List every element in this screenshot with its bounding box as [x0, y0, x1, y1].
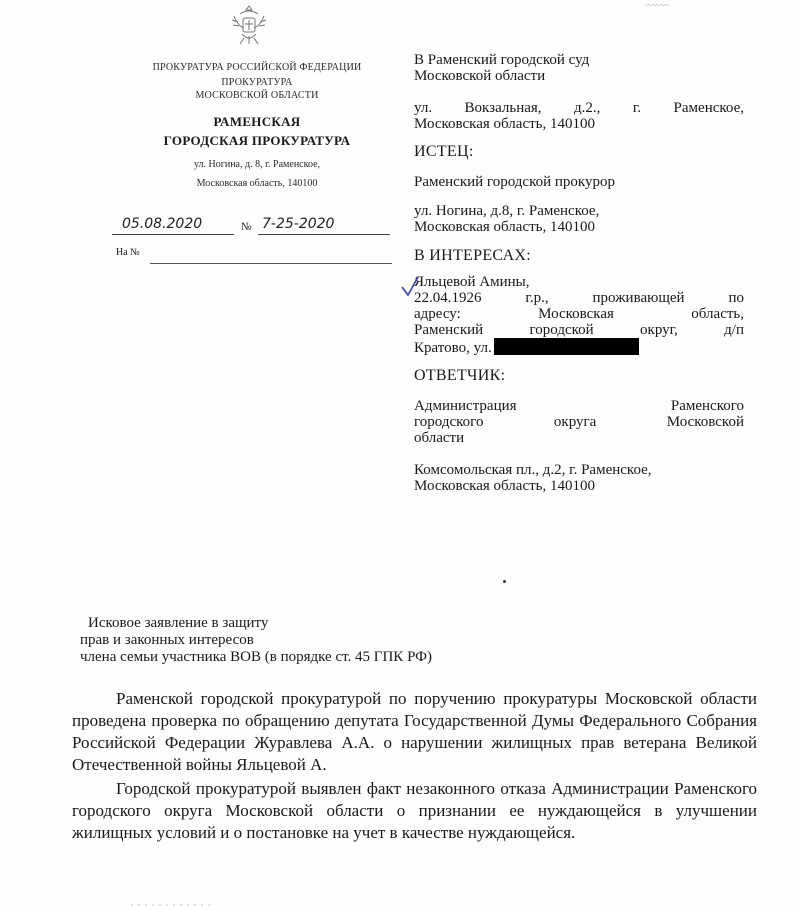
court-line: Московской области — [414, 68, 546, 84]
defendant-name — [414, 398, 744, 446]
addressee-block — [414, 52, 744, 494]
plaintiff-address-line: Московская область, 140100 — [414, 219, 595, 235]
cut-off-next-line: · · · · · · · · · · · · — [130, 898, 211, 906]
defendant-line: городского округа Московской — [414, 414, 744, 430]
court-address-line: Московская область, 140100 — [414, 116, 595, 132]
defendant-address-line: Московская область, 140100 — [414, 478, 595, 494]
interest-line: 22.04.1926 г.р., проживающей по — [414, 290, 744, 306]
reply-to-reference — [116, 247, 392, 265]
title-line: Исковое заявление в защиту — [88, 615, 269, 631]
interest-label: В ИНТЕРЕСАХ: — [414, 247, 532, 264]
defendant-address — [414, 462, 744, 494]
org-line: ПРОКУРАТУРА — [221, 77, 293, 88]
number-underline — [258, 234, 390, 235]
department-name: ГОРОДСКАЯ ПРОКУРАТУРА — [163, 133, 351, 148]
date-underline — [112, 234, 234, 235]
reply-to-label: На № — [116, 247, 140, 258]
body-paragraph: Городской прокуратурой выявлен факт незаконного отказа Администрации Раменского городского округа Московской области о признании ее нуждающейся в улучшении жилищных условий и о постановке на учет в качестве нуждающейся. — [72, 779, 757, 842]
court-address — [414, 100, 744, 132]
ink-dot — [503, 580, 506, 583]
letterhead-address: Московская область, 140100 — [196, 178, 318, 189]
defendant-label: ОТВЕТЧИК: — [414, 367, 506, 384]
interest-line: Раменский городской округ, д/п — [414, 322, 744, 338]
plaintiff-label: ИСТЕЦ: — [414, 143, 474, 160]
redaction-bar — [494, 338, 639, 355]
title-line: члена семьи участника ВОВ (в порядке ст. 45 ГПК РФ) — [80, 649, 432, 665]
outgoing-number: 7-25-2020 — [262, 216, 335, 232]
court-line: В Раменский городской суд — [414, 52, 590, 68]
coat-of-arms-emblem — [228, 2, 270, 46]
outgoing-date: 05.08.2020 — [122, 216, 203, 232]
interest-line: адресу: Московская область, — [414, 306, 744, 322]
interest-line-redacted — [414, 338, 744, 356]
document-body — [72, 688, 757, 844]
letterhead — [112, 60, 402, 192]
reply-to-underline — [150, 263, 392, 264]
org-line: ПРОКУРАТУРА РОССИЙСКОЙ ФЕДЕРАЦИИ — [152, 62, 362, 73]
court-name — [414, 52, 744, 84]
interest-line: Яльцевой Амины, — [414, 274, 530, 290]
defendant-address-line: Комсомольская пл., д.2, г. Раменское, — [414, 462, 652, 478]
interest-line: Кратово, ул. — [414, 340, 492, 356]
defendant-line: Администрация Раменского — [414, 398, 744, 414]
body-paragraph: Раменской городской прокуратурой по поручению прокуратуры Московской области проведена проверка по обращению депутата Государственной Думы Федерального Собрания Российской Федерации Журавлева А.А. о нарушении жилищных прав ветерана Великой Отечественной войны Яльцевой А. — [72, 689, 757, 774]
checkmark-icon — [400, 275, 420, 297]
plaintiff-name: Раменский городской прокурор — [414, 174, 615, 190]
document-title — [80, 615, 432, 666]
interest-party — [414, 274, 744, 356]
title-line: прав и законных интересов — [80, 632, 254, 648]
plaintiff-address — [414, 203, 744, 235]
corner-mark: 〰〰〰 — [645, 1, 669, 10]
defendant-line: области — [414, 430, 465, 446]
court-address-line: ул. Вокзальная, д.2., г. Раменское, — [414, 100, 744, 116]
org-line: МОСКОВСКОЙ ОБЛАСТИ — [195, 90, 319, 101]
plaintiff-address-line: ул. Ногина, д.8, г. Раменское, — [414, 203, 600, 219]
number-sign: № — [241, 221, 252, 233]
outgoing-reference — [112, 216, 392, 238]
department-name: РАМЕНСКАЯ — [213, 114, 301, 129]
letterhead-address: ул. Ногина, д. 8, г. Раменское, — [193, 159, 321, 170]
